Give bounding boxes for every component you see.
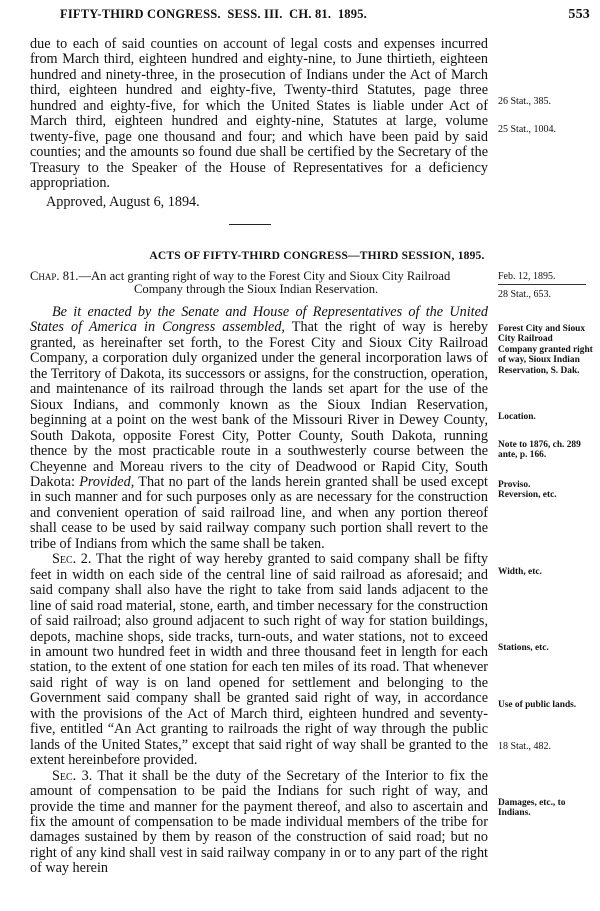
acts-heading [0,250,600,262]
section-3-label: Sec. 3. [52,767,93,784]
margin-note-25-stat: 25 Stat., 1004. [498,124,557,135]
running-head: FIFTY-THIRD CONGRESS. SESS. III. CH. 81. 1895. [60,7,367,21]
margin-note-date: Feb. 12, 1895. [498,271,556,282]
section-2-text: That the right of way hereby granted to said company shall be fifty feet in width on each side of the central line of said railroad as aforesaid; and said company shall also have the right to take from said lands adjacent to the line of said road material, stone, earth, and timber necessary for the construction of said railroad; also ground adjacent to such right of way for station buildings, depots, machine shops, side tracks, turn-outs, and water stations, not to exceed in amount two hundred feet in width and three thousand feet in length for each station, to the extent of one station for each ten miles of its road. That whenever said right of way is on land opened for settlement and belonging to the Government said company shall be granted said right of way, in accordance with the provisions of the Act of March third, eighteen hundred and seventy-five, entitled “An Act granting to railroads the right of way through the public lands of the United States,” except that said right of way shall be granted to the extent hereinbefore provided. [30,551,489,769]
section-3-text: That it shall be the duty of the Secretary of the Interior to fix the amount of compensation to be paid the Indians for such right of way, and provide the time and manner for the payment thereof, and also to ascertain and fix the amount of compensation to be made individual members of the tribe for damages sustained by them by reason of the construction of said road; but no right of any kind shall vest in said railway company in or to any part of the right of way herein [30,767,488,877]
section-2-label: Sec. 2. [52,551,92,568]
chapter-label: Chap. 81. [30,269,79,283]
chapter-title-text-1: —An act granting right of way to the Forest City and Sioux City Railroad [78,269,451,283]
margin-note-railroad: Forest City and Sioux City Railroad Company granted right of way, Sioux Indian Reservation, S. Dak. [498,324,593,376]
page-number: 553 [568,7,590,22]
running-header [60,7,590,23]
proviso-word: Provided, [79,473,135,490]
margin-note-public-lands: Use of public lands. [498,700,577,710]
margin-note-reversion: Reversion, etc. [498,490,557,500]
proviso-text: That no part of the lands herein granted shall be used except in such manner and for such purposes only as are necessary for the construction and convenient operation of said railroad line, and when any portion thereof shall cease to be used by said railway company such portion shall revert to the tribe of Indians from which the same shall be taken. [30,473,488,552]
margin-note-proviso: Proviso. [498,480,531,490]
act-body [30,305,488,877]
chapter-title [30,270,488,297]
section-divider [229,224,271,225]
continuation-text: due to each of said counties on account of legal costs and expenses incurred from March third, eighteen hundred and eighty-nine, to June thirtieth, eighteen hundred and ninety-three, in the prosecution of Indians under the Act of March third, eighteen hundred and eighty-five, Twenty-third Statutes, page three hundred and eighty-five, for which the United States is liable under Act of March third, eighteen hundred and eighty-nine, Statutes at large, volume twenty-five, page one thousand and four; and which have been paid by said counties; and the amounts so found due shall be certified by the Secretary of the Treasury to the Speaker of the House of Representatives for a deficiency appropriation. [30,36,488,192]
section-1 [30,305,488,552]
margin-note-18-stat: 18 Stat., 482. [498,741,552,752]
acts-heading-text: ACTS OF FIFTY-THIRD CONGRESS—THIRD SESSION, 1895. [149,250,485,262]
margin-note-28-stat: 28 Stat., 653. [498,289,552,300]
margin-note-width: Width, etc. [498,567,542,577]
section-2 [30,552,488,768]
chapter-title-line-1 [30,270,488,283]
section-3 [30,769,488,877]
margin-note-damages: Damages, etc., to Indians. [498,798,566,819]
continuation-paragraph [30,37,488,192]
section-1-text: That the right of way is hereby granted, as hereinafter set forth, to the Forest City and Sioux City Railroad Company, a corporation duly organized under the general incorporation laws of the Territory of Dakota, its successors or assigns, for the construction, operation, and maintenance of its railroad through the lands set apart for the use of the Sioux Indians, and commonly known as the Sioux Indian Reservation, beginning at a point on the west bank of the Missouri River in Dewey County, South Dakota, opposite Forest City, Potter County, South Dakota, running thence by the most practicable route in a southwesterly course between the Cheyenne and Moreau rivers to the city of Deadwood or Rapid City, South Dakota: [30,319,489,490]
margin-note-26-stat: 26 Stat., 385. [498,96,552,107]
enacting-clause: Be it enacted by the Senate and House of Representatives of the United States of America in Congress assembled, [30,304,488,336]
margin-note-1876: Note to 1876, ch. 289 ante, p. 166. [498,440,581,461]
approval-date: Approved, August 6, 1894. [46,194,200,210]
chapter-title-line-2: Company through the Sioux Indian Reservation. [134,282,379,297]
margin-note-location: Location. [498,412,536,422]
margin-note-stations: Stations, etc. [498,643,549,653]
margin-rule [498,284,586,285]
